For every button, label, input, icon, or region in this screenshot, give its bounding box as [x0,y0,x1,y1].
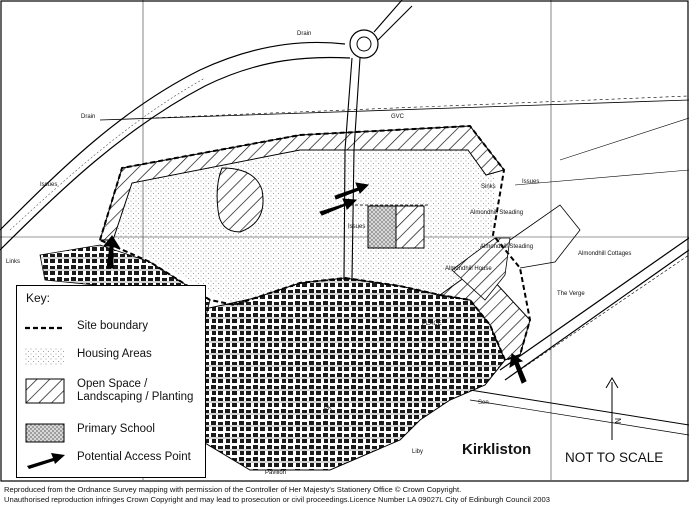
label-sen: Sen [478,400,489,406]
label-the-verge: The Verge [557,291,585,297]
north-label: N [613,418,622,424]
label-links: Links [6,259,21,265]
label-sinks: Sinks [481,184,496,190]
map-legend [16,285,206,478]
legend-label: Primary School [77,423,155,435]
legend-item-housing-areas [25,348,201,374]
label-almondhill-steading-1: Almondhill Steading [470,210,524,216]
hatch-symbol [25,378,65,404]
legend-label: Open Space / Landscaping / Planting [77,378,194,403]
stipple-symbol [25,348,65,370]
kirkliston-town-area [185,278,505,470]
label-issues-left: Issues [40,182,58,188]
label-almondhill-steading-2: Almondhill Steading [480,244,534,250]
legend-item-primary-school [25,423,201,449]
label-almondhill-cottages: Almondhill Cottages [578,251,632,257]
legend-title: Key: [26,291,51,305]
access-arrow-east [510,354,526,383]
label-issues-right: Issues [522,179,540,185]
label-drain-top: Drain [297,31,312,37]
copyright-credit [4,485,550,505]
legend-label: Housing Areas [77,348,152,360]
label-drain-left: Drain [81,114,96,120]
credit-line-2: Unauthorised reproduction infringes Crown Copyright and may lead to prosecution or civil proceedings.Licence Number LA 09027L City of Edinburgh Council 2003 [4,495,550,504]
legend-item-site-boundary [25,320,201,346]
label-place: PLACE [422,321,442,327]
legend-label: Site boundary [77,320,148,332]
arrow-symbol [25,451,65,473]
label-liby: Liby [412,449,424,455]
label-almondhill-house: Almondhill House [445,266,492,272]
legend-item-access-point [25,451,201,477]
label-pavilion: Pavilion [265,470,287,476]
credit-line-1: Reproduced from the Ordnance Survey mapping with permission of the Controller of Her Majesty's Stationery Office © Crown Copyright. [4,485,462,494]
scale-note: NOT TO SCALE [565,450,664,465]
primary-school-site [368,206,396,248]
town-name: Kirkliston [462,441,532,458]
legend-item-open-space [25,378,201,412]
label-pk: PK [324,406,333,412]
crosshatch-symbol [25,423,65,445]
legend-label: Potential Access Point [77,451,191,463]
label-issues-mid: Issues [348,224,366,230]
label-gvc: GVC [391,114,405,120]
north-arrow-icon [600,376,624,446]
school-playing-field [396,206,424,248]
site-boundary-symbol [25,320,65,342]
